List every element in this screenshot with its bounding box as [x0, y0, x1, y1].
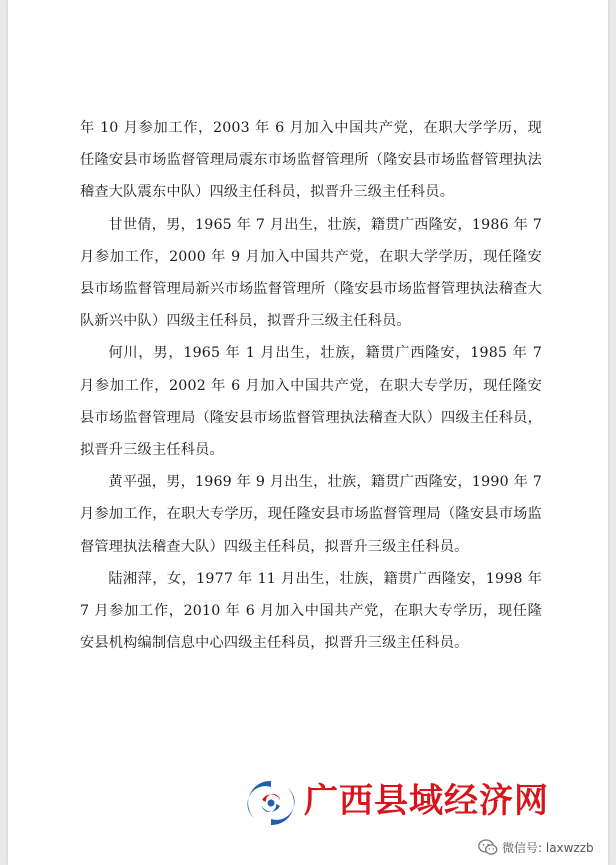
paragraph-continuation: 年 10 月参加工作，2003 年 6 月加入中国共产党，在职大学学历，现任隆安县市场监督管理局震东市场监督管理所（隆安县市场监督管理执法稽查大队震东中队）四级主任科员，拟晋升三级主任科员。: [80, 120, 542, 201]
swirl-logo-icon: [246, 778, 296, 828]
paragraph-huang-pingqiang: 黄平强，男，1969 年 9 月出生，壮族，籍贯广西隆安，1990 年 7 月参加工作，在职大专学历，现任隆安县市场监督管理局（隆安县市场监督管理执法稽查大队）四级主任科员，拟晋升三级主任科员。: [80, 474, 542, 555]
paragraph-gan-shiqian: 甘世倩，男，1965 年 7 月出生，壮族，籍贯广西隆安，1986 年 7 月参加工作，2000 年 9 月加入中国共产党，在职大学学历，现任隆安县市场监督管理局新兴市场监督管理所（隆安县市场监督管理执法稽查大队新兴中队）四级主任科员，拟晋升三级主任科员。: [80, 216, 542, 330]
document-body: [80, 112, 542, 659]
wechat-icon: [478, 839, 498, 856]
paragraph-he-chuan: 何川，男，1965 年 1 月出生，壮族，籍贯广西隆安，1985 年 7 月参加工作，2002 年 6 月加入中国共产党，在职大专学历，现任隆安县市场监督管理局（隆安县市场监督管理执法稽查大队）四级主任科员，拟晋升三级主任科员。: [80, 345, 542, 459]
wechat-label: 微信号: laxwzzb: [502, 840, 594, 855]
watermark: [246, 778, 606, 862]
paragraph-lu-xiangping: 陆湘萍，女，1977 年 11 月出生，壮族，籍贯广西隆安，1998 年 7 月参加工作，2010 年 6 月加入中国共产党，在职大专学历，现任隆安县机构编制信息中心四级主任科员，拟晋升三级主任科员。: [80, 570, 542, 652]
document-page: [8, 0, 608, 865]
wechat-account: [478, 836, 594, 858]
brand-name: 广西县域经济网: [304, 781, 549, 821]
